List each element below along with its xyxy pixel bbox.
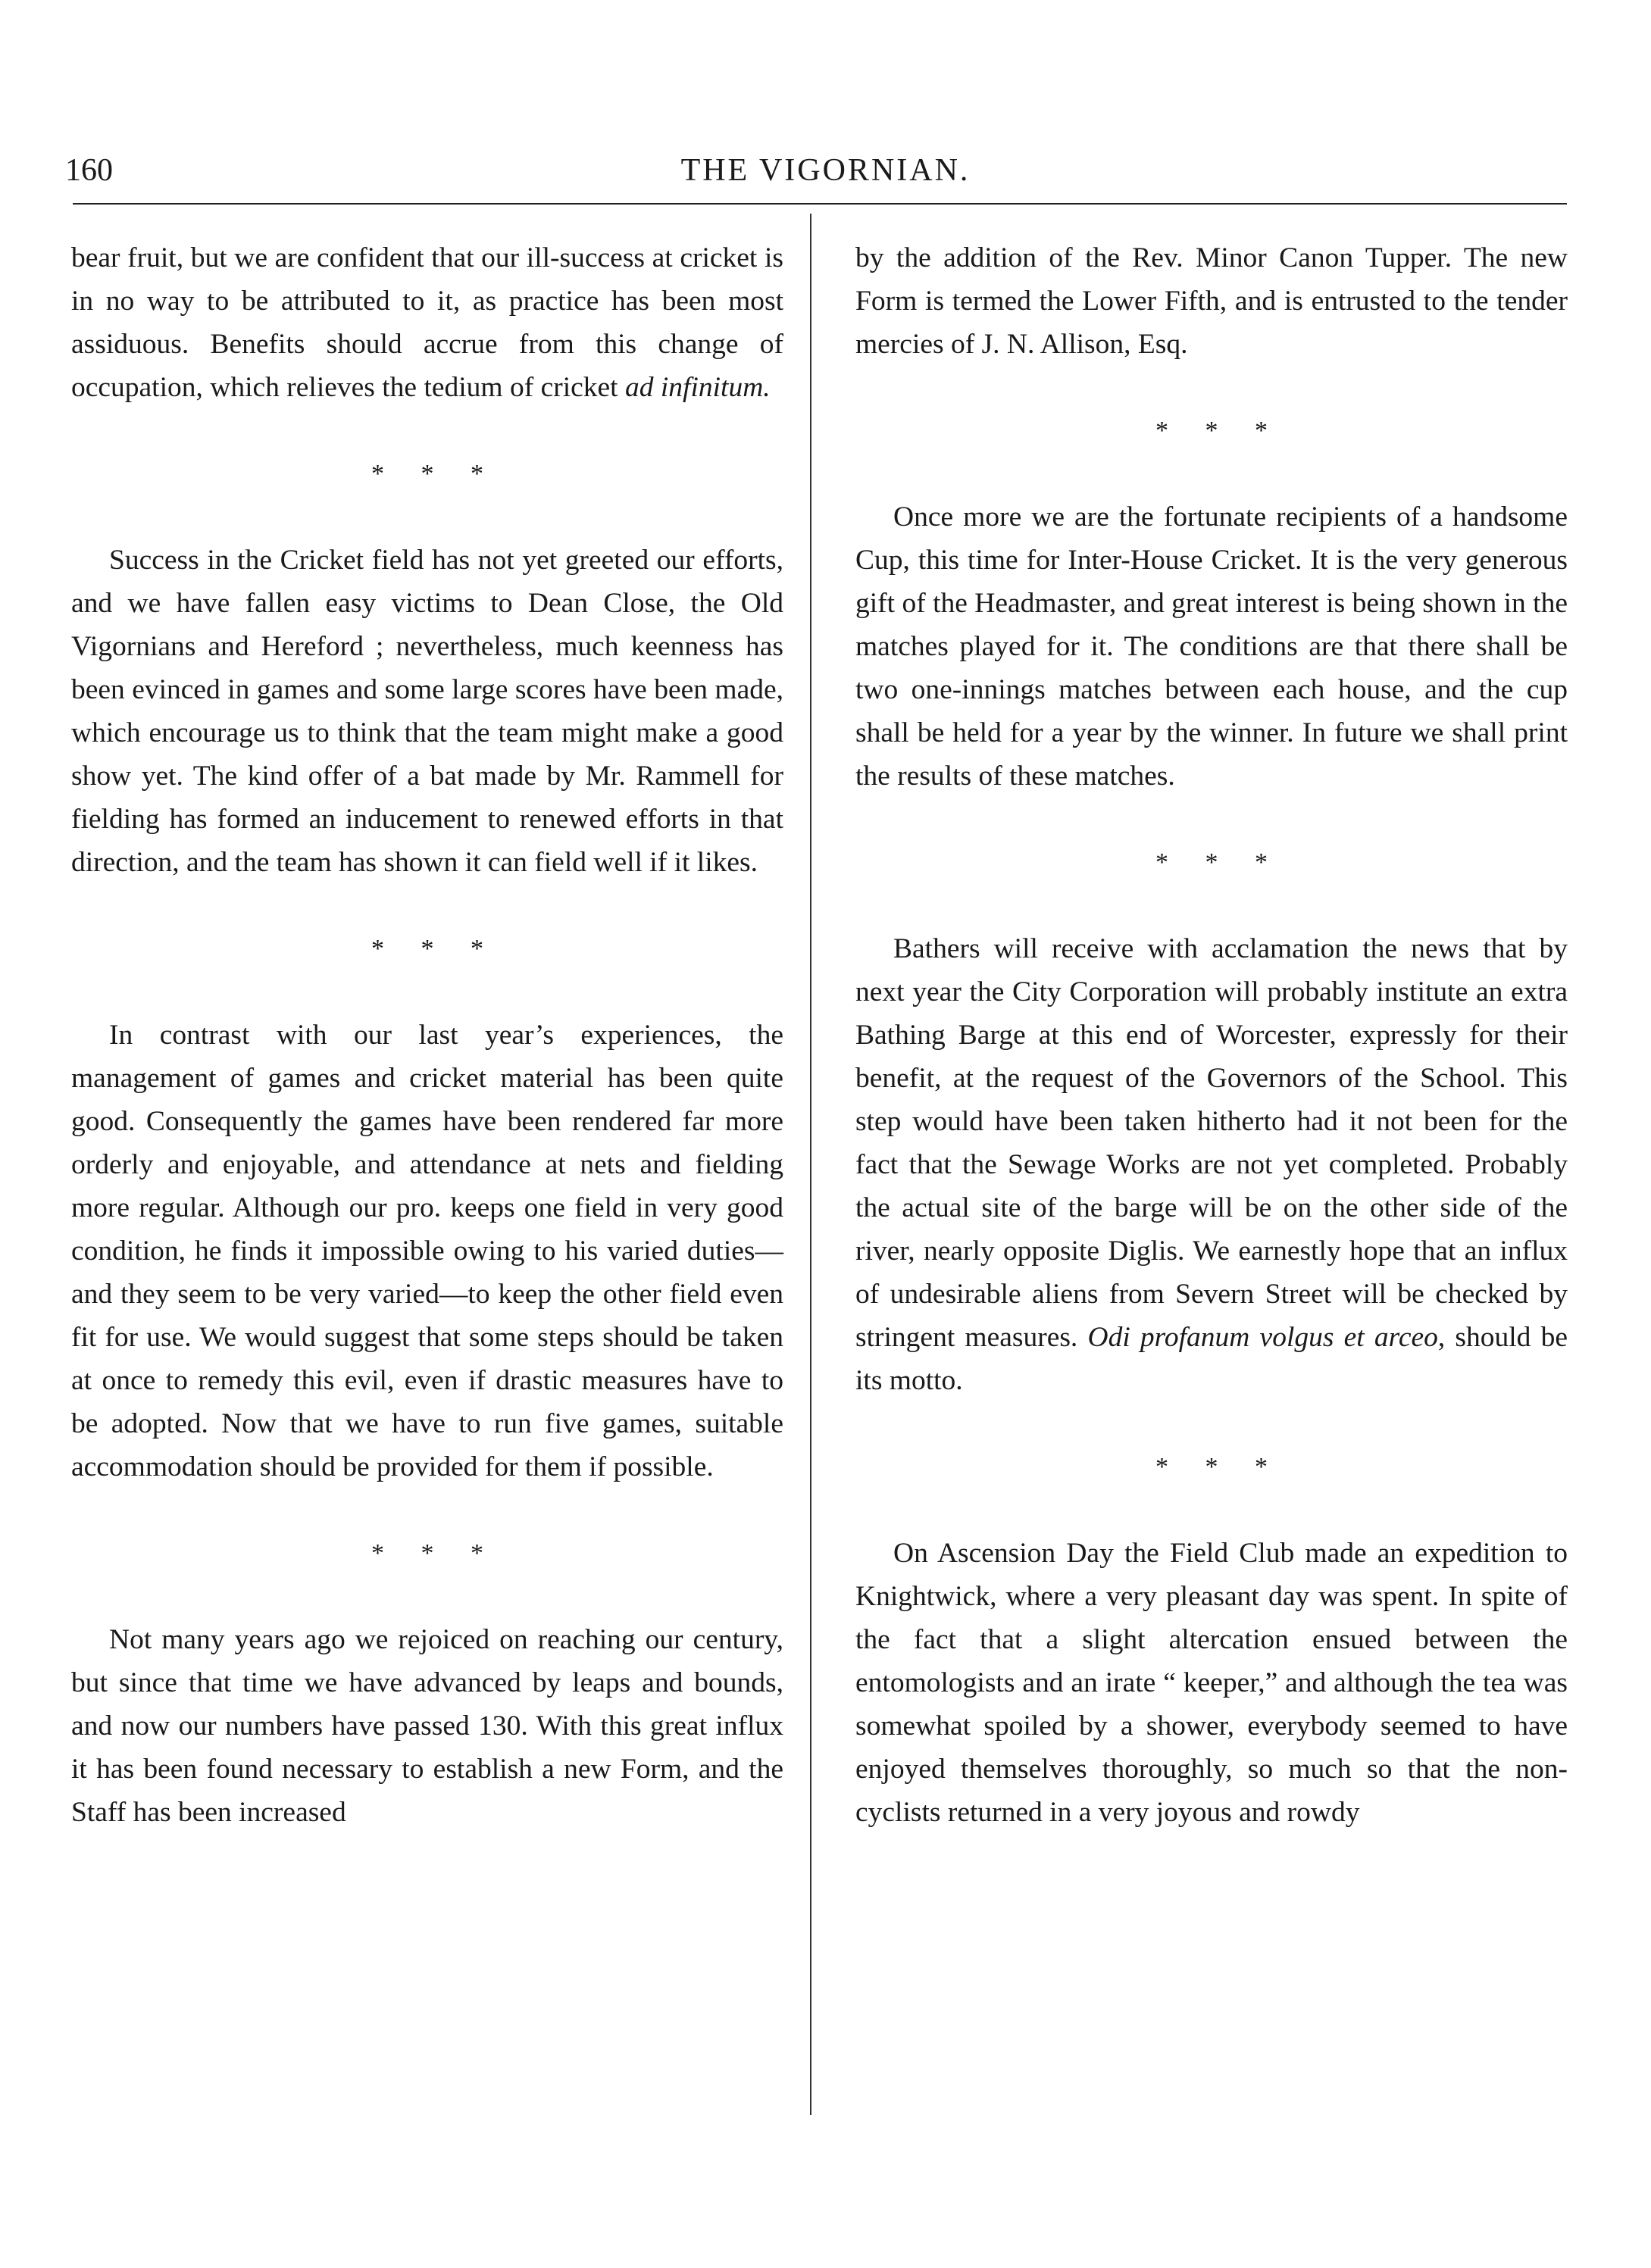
paragraph-bathing-barge (855, 927, 1568, 1402)
right-column (855, 236, 1568, 1834)
paragraph-inter-house-cup: Once more we are the fortunate recipients of a handsome Cup, this time for Inter-House Cricket. It is the very generous gift of the Headmaster, and great interest is being shown in the matches played for it. The conditions are that there shall be two one-innings matches between each house, and the cup shall be held for a year by the winner. In future we shall print the results of these matches. (855, 501, 1568, 792)
paragraph-cricket-field: Success in the Cricket field has not yet greeted our efforts, and we have fallen easy victims to Dean Close, the Old Vigornians and Hereford ; nevertheless, much keenness has been evinced in games and some large scores have been made, which encourage us to think that the team might make a good show yet. The kind offer of a bat made by Mr. Rammell for fielding has formed an inducement to renewed efforts in that direction, and the team has shown it can field well if it likes. (71, 545, 783, 878)
italic-motto: Odi profanum volgus et arceo (1087, 1322, 1438, 1353)
paragraph-cricket-practice (71, 236, 783, 409)
paragraph-text-end: , should be its motto. (855, 1322, 1568, 1396)
paragraph-games-management: In contrast with our last year’s experiences, the management of games and cricket material has been quite good. Consequently the games have been rendered far more orderly and enjoyable, and attendance at nets and fielding more regular. Although our pro. keeps one field in very good condition, he finds it impossible owing to his varied duties—and they seem to be very varied—to keep the other field even fit for use. We would suggest that some steps should be taken at once to remedy this evil, even if drastic measures have to be adopted. Now that we have to run five games, suitable accommodation should be provided for them if possible. (71, 1020, 783, 1482)
column-divider (810, 214, 811, 2115)
italic-phrase: ad infinitum. (624, 372, 771, 403)
header-rule (73, 203, 1567, 205)
section-separator: * * * (1155, 1453, 1268, 1481)
paragraph-text: bear fruit, but we are confident that our ill-success at cricket is in no way to be attributed to it, as practice has been most assiduous. Benefits should accrue from this change of occupation, which relieves the tedium of cricket (71, 242, 783, 403)
section-separator: * * * (371, 935, 483, 963)
paragraph-text: Bathers will receive with acclamation the news that by next year the City Corporation will probably institute an extra Bathing Barge at this end of Worcester, expressly for their benefit, at the request of the Governors of the School. This step would have been taken hitherto had it not been for the fact that the Sewage Works are not yet completed. Probably the actual site of the barge will be on the other side of the river, nearly opposite Diglis. We earnestly hope that an influx of undesirable aliens from Severn Street will be checked by stringent measures. (855, 933, 1568, 1353)
paragraph-school-numbers: Not many years ago we rejoiced on reaching our century, but since that time we have advanced by leaps and bounds, and now our numbers have passed 130. With this great influx it has been found necessary to establish a new Form, and the Staff has been increased (71, 1624, 783, 1828)
section-separator: * * * (1155, 417, 1268, 445)
page-number: 160 (65, 153, 113, 188)
running-title: THE VIGORNIAN. (680, 153, 971, 188)
section-separator: * * * (371, 460, 483, 488)
paragraph-field-club: On Ascension Day the Field Club made an expedition to Knightwick, where a very pleasant day was spent. In spite of the fact that a slight altercation ensued between the entomologists and an irate “ keeper,” and although the tea was somewhat spoiled by a shower, everybody seemed to have enjoyed themselves thoroughly, so much so that the non-cyclists returned in a very joyous and rowdy (855, 1538, 1568, 1828)
section-separator: * * * (1155, 848, 1268, 876)
paragraph-new-form: by the addition of the Rev. Minor Canon Tupper. The new Form is termed the Lower Fifth, and is entrusted to the tender mercies of J. N. Allison, Esq. (855, 242, 1568, 360)
section-separator: * * * (371, 1539, 483, 1567)
left-column (71, 236, 783, 1834)
